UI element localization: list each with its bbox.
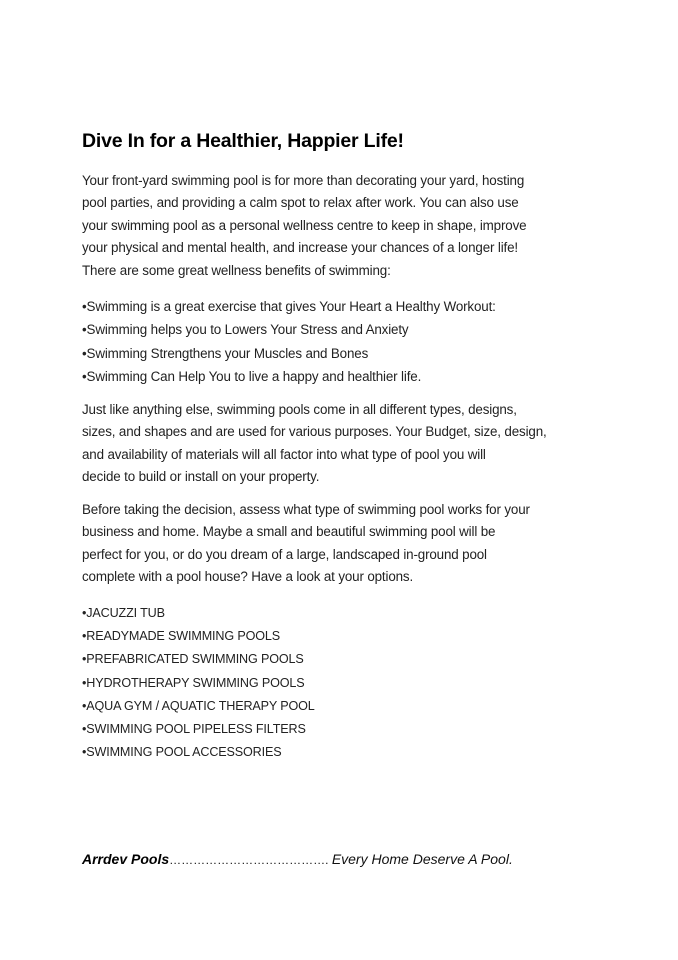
text-line: business and home. Maybe a small and beautiful swimming pool will be — [82, 524, 496, 540]
list-item: •Swimming helps you to Lowers Your Stress and Anxiety — [82, 322, 409, 338]
text-line: There are some great wellness benefits of swimming: — [82, 262, 391, 278]
text-line: Before taking the decision, assess what type of swimming pool works for your — [82, 502, 530, 517]
types-paragraph — [82, 399, 547, 489]
intro-paragraph — [82, 170, 526, 282]
text-line: your swimming pool as a personal wellness centre to keep in shape, improve — [82, 217, 527, 233]
text-line: decide to build or install on your property. — [82, 469, 320, 485]
list-item: •Swimming Strengthens your Muscles and Bones — [82, 345, 369, 361]
list-item: •AQUA GYM / AQUATIC THERAPY POOL — [82, 698, 315, 713]
list-item: •JACUZZI TUB — [82, 606, 165, 620]
list-item: •SWIMMING POOL ACCESSORIES — [82, 745, 282, 760]
list-item: •READYMADE SWIMMING POOLS — [82, 629, 280, 644]
text-line: sizes, and shapes and are used for various purposes. Your Budget, size, design, — [82, 424, 547, 440]
text-line: perfect for you, or do you dream of a large, landscaped in-ground pool — [82, 546, 487, 562]
tagline: Every Home Deserve A Pool. — [331, 851, 513, 867]
footer-tagline — [82, 851, 513, 867]
text-line: Just like anything else, swimming pools come in all different types, designs, — [82, 402, 517, 417]
text-line: your physical and mental health, and increase your chances of a longer life! — [82, 240, 518, 256]
text-line: and availability of materials will all factor into what type of pool you will — [82, 446, 486, 462]
list-item: •Swimming is a great exercise that gives Your Heart a Healthy Workout: — [82, 299, 496, 314]
text-line: Your front-yard swimming pool is for more than decorating your yard, hosting — [82, 173, 525, 188]
decision-paragraph — [82, 499, 530, 589]
page-title: Dive In for a Healthier, Happier Life! — [82, 130, 404, 152]
dot-leader: …………………………………. — [169, 853, 332, 867]
list-item: •Swimming Can Help You to live a happy and healthier life. — [82, 368, 422, 384]
text-line: complete with a pool house? Have a look at your options. — [82, 569, 414, 585]
list-item: •HYDROTHERAPY SWIMMING POOLS — [82, 675, 305, 690]
text-line: pool parties, and providing a calm spot to relax after work. You can also use — [82, 195, 519, 211]
brand-name: Arrdev Pools — [82, 851, 170, 867]
options-list — [82, 602, 315, 764]
list-item: •PREFABRICATED SWIMMING POOLS — [82, 652, 304, 667]
benefits-list — [82, 296, 496, 389]
list-item: •SWIMMING POOL PIPELESS FILTERS — [82, 721, 306, 736]
